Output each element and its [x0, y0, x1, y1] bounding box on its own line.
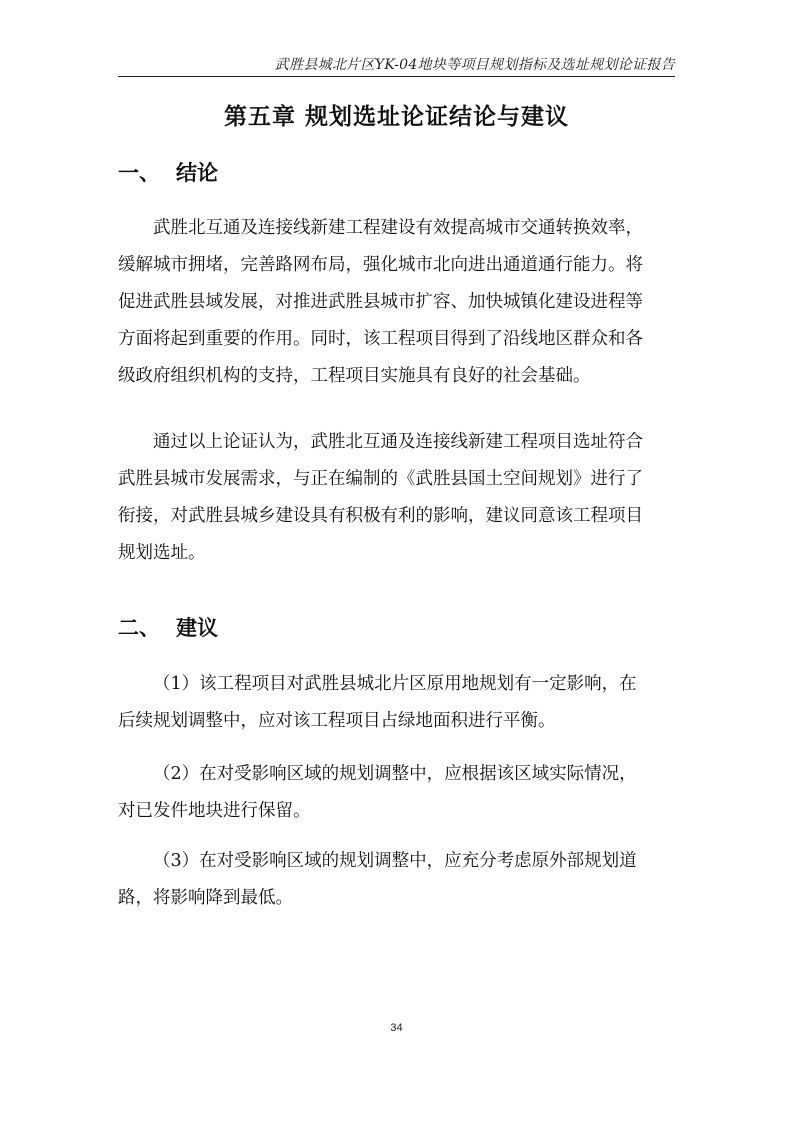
text-line: （3）在对受影响区域的规划调整中，应充分考虑原外部规划道: [153, 851, 637, 871]
section-title: 建议: [176, 615, 218, 640]
text-line: 后续规划调整中，应对该工程项目占绿地面积进行平衡。: [118, 711, 556, 731]
section-heading-suggestions: [118, 612, 218, 642]
text-line: 促进武胜县域发展，对推进武胜县城市扩容、加快城镇化建设进程等: [118, 292, 643, 312]
text-line: 级政府组织机构的支持，工程项目实施具有良好的社会基础。: [118, 366, 591, 386]
text-line: 武胜县城市发展需求，与正在编制的《武胜县国土空间规划》进行了: [118, 469, 643, 489]
text-line: 衔接，对武胜县城乡建设具有积极有利的影响，建议同意该工程项目: [118, 506, 643, 526]
suggestion-item-2: [118, 756, 680, 830]
conclusion-paragraph-2: [118, 424, 680, 572]
text-line: 方面将起到重要的作用。同时，该工程项目得到了沿线地区群众和各: [118, 329, 643, 349]
suggestion-item-3: [118, 843, 680, 917]
text-line: 对已发件地块进行保留。: [118, 801, 311, 821]
suggestion-item-1: [118, 666, 680, 740]
text-line: 缓解城市拥堵，完善路网布局，强化城市北向进出通道通行能力。将: [118, 255, 643, 275]
running-header-title: 武胜县城北片区YK-04地块等项目规划指标及选址规划论证报告: [274, 57, 675, 73]
text-line: 路，将影响降到最低。: [118, 888, 293, 908]
conclusion-paragraph-1: [118, 210, 680, 395]
section-number: 二、: [118, 615, 160, 640]
section-heading-conclusion: [118, 157, 218, 187]
section-title: 结论: [176, 160, 218, 185]
text-line: （2）在对受影响区域的规划调整中，应根据该区域实际情况，: [153, 764, 637, 784]
text-line: 武胜北互通及连接线新建工程建设有效提高城市交通转换效率，: [153, 218, 643, 238]
section-number: 一、: [118, 160, 160, 185]
text-line: 规划选址。: [118, 543, 206, 563]
page-number: 34: [390, 1022, 403, 1034]
running-header: [118, 50, 675, 77]
text-line: 通过以上论证认为，武胜北互通及连接线新建工程项目选址符合: [153, 432, 643, 452]
text-line: （1）该工程项目对武胜县城北片区原用地规划有一定影响，在: [153, 674, 637, 694]
chapter-title: 第五章 规划选址论证结论与建议: [223, 103, 569, 130]
